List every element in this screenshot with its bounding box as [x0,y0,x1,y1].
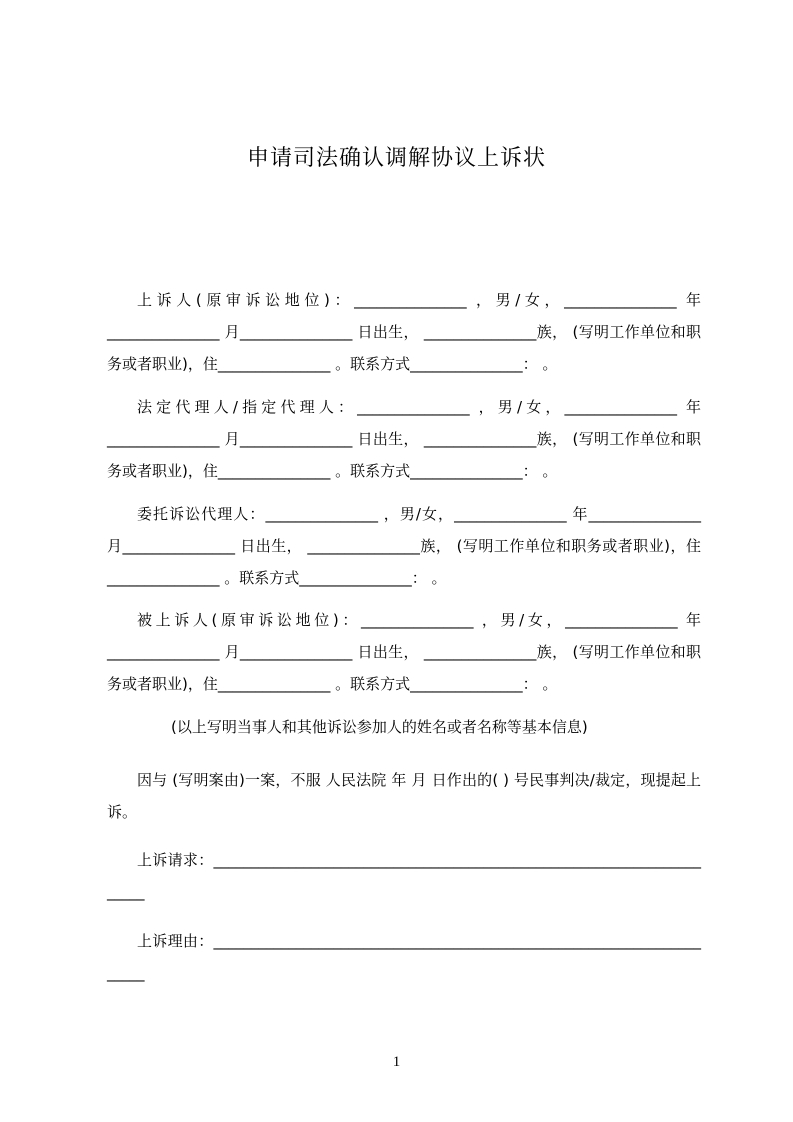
appellee-paragraph: 被上诉人(原审诉讼地位)：_______________ ，男/女，_______________ 年_______________ 月_______________ 日出生， _______________族， (写明工作单位和职务或者职业)，住_______________ 。联系方式_______________： 。 [107,611,701,693]
appellant-paragraph: 上诉人(原审诉讼地位)：_______________ ，男/女，_______________ 年_______________ 月_______________ 日出生， _______________族， (写明工作单位和职务或者职业)，住_______________ 。联系方式_______________： 。 [107,291,701,373]
legal-representative-paragraph: 法定代理人/指定代理人：_______________ ，男/女，_______________ 年_______________ 月_______________ 日出生， _______________族， (写明工作单位和职务或者职业)，住_______________ 。联系方式_______________： 。 [107,398,701,480]
document-title: 申请司法确认调解协议上诉状 [246,146,546,171]
case-paragraph: 因与 (写明案由)一案，不服 人民法院 年 月 日作出的( ) 号民事判决/裁定，现提起上诉。 [107,771,701,821]
appeal-reason-paragraph: 上诉理由：______________________________________________________________________ [107,932,701,982]
agent-paragraph: 委托诉讼代理人：_______________ ，男/女，_______________ 年_______________ 月_______________ 日出生， _______________族， (写明工作单位和职务或者职业)，住_______________ 。联系方式_______________： 。 [107,505,701,587]
page-number: 1 [392,1054,401,1070]
party-info-note: (以上写明当事人和其他诉讼参加人的姓名或者名称等基本信息) [171,718,588,736]
appeal-request-paragraph: 上诉请求：______________________________________________________________________ [107,851,701,901]
